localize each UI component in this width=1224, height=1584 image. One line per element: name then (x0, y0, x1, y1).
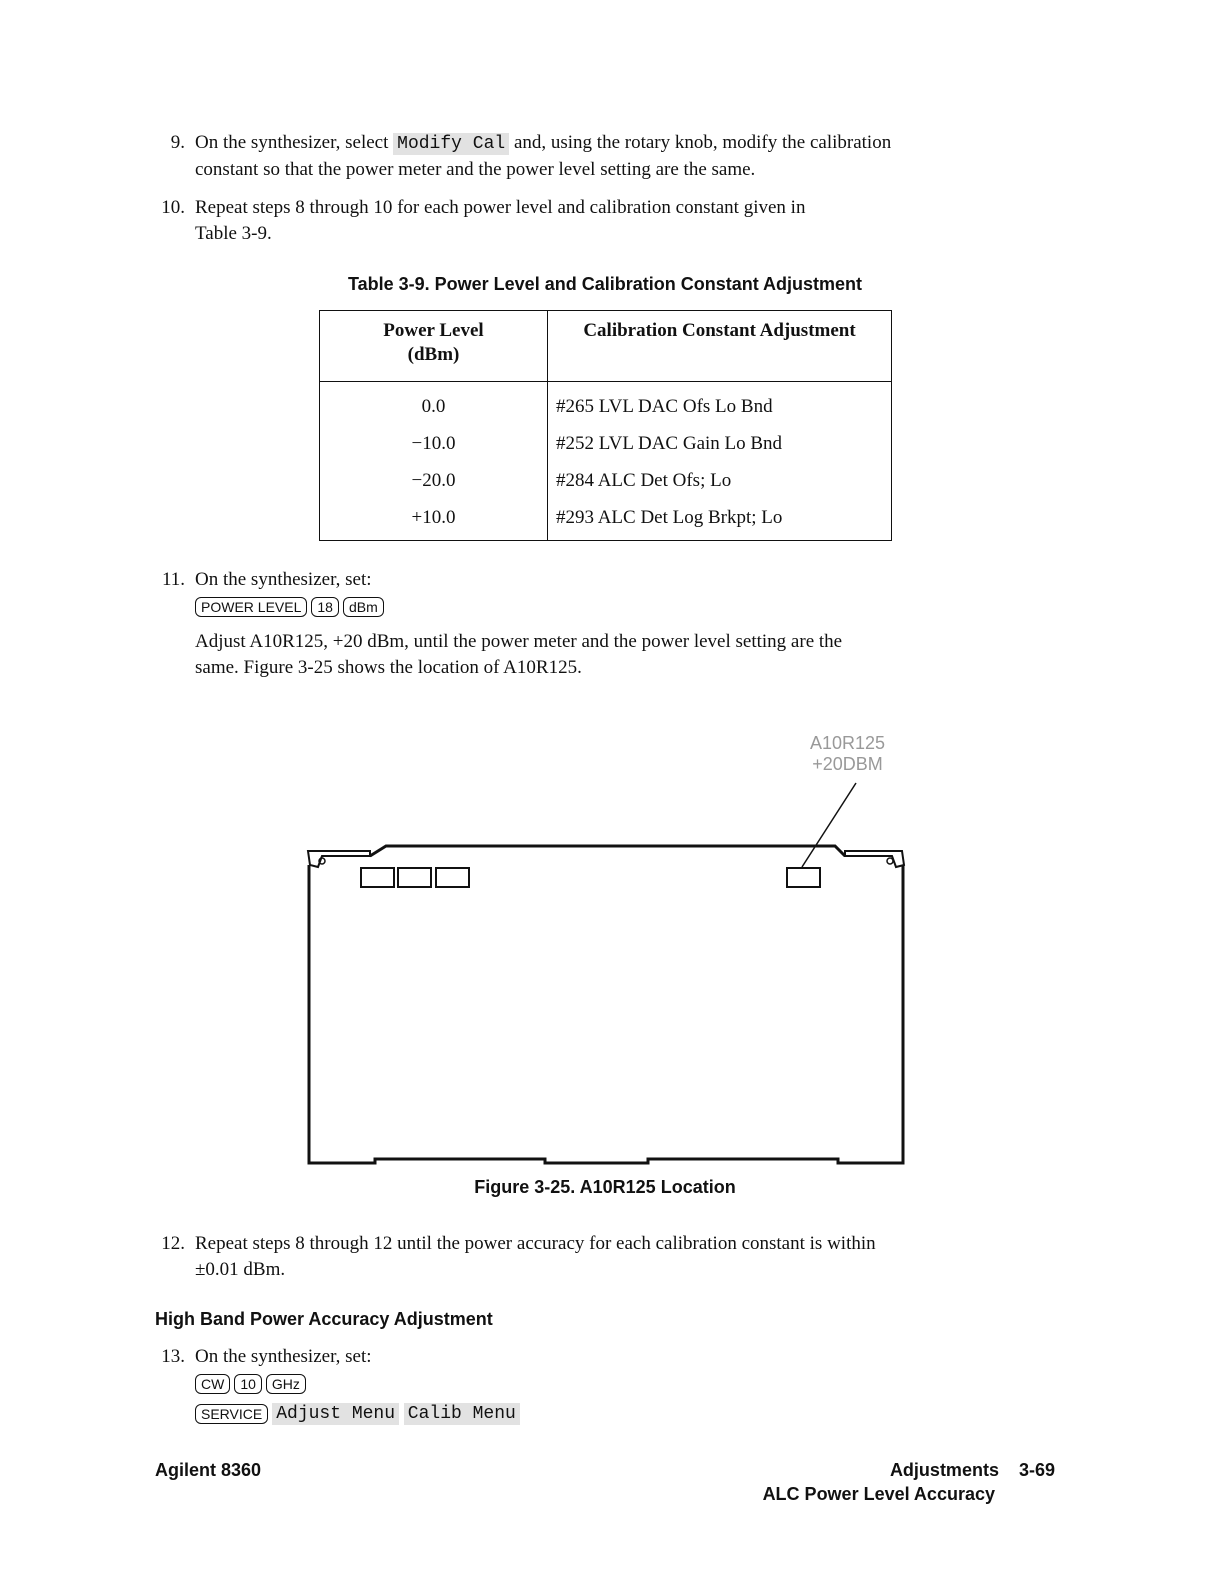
component-block (361, 868, 394, 887)
step-text: Adjust A10R125, +20 dBm, until the power meter and the power level setting are the (195, 631, 843, 652)
right-ejector (845, 851, 904, 867)
digit-18-key[interactable]: 18 (311, 597, 339, 617)
footer-product: Agilent 8360 (155, 1460, 262, 1480)
table-row (320, 382, 892, 426)
table-row (320, 425, 892, 462)
step-text: On the synthesizer, select (195, 132, 389, 153)
dbm-key[interactable]: dBm (343, 597, 384, 617)
step-10 (155, 195, 1055, 247)
step-number: 10. (161, 197, 185, 218)
component-label: A10R125 +20DBM (809, 733, 886, 774)
step-text: constant so that the power meter and the power level setting are the same. (195, 159, 756, 180)
column-header-power-level: Power Level (dBm) (320, 311, 548, 382)
constant-cell: #252 LVL DAC Gain Lo Bnd (556, 432, 783, 454)
power-level-key[interactable]: POWER LEVEL (195, 597, 307, 617)
table-row (320, 462, 892, 499)
step-text: same. Figure 3-25 shows the location of A10R125. (195, 657, 582, 678)
step-text: Table 3-9. (195, 223, 272, 244)
footer-chapter: Adjustments 3-69 (889, 1460, 1055, 1480)
page-number: 3-69 (1018, 1460, 1055, 1480)
component-block (398, 868, 431, 887)
footer-subtitle: ALC Power Level Accuracy (762, 1484, 995, 1504)
board-top-edge (370, 846, 845, 856)
board-outline (309, 865, 903, 1163)
step-text: On the synthesizer, set: (195, 569, 372, 590)
step-text: Repeat steps 8 through 12 until the power accuracy for each calibration constant is within (195, 1233, 876, 1254)
step-paragraph (195, 629, 1055, 681)
step-text: Repeat steps 8 through 10 for each power level and calibration constant given in (195, 197, 806, 218)
step-text: and, using the rotary knob, modify the calibration (513, 132, 892, 153)
power-level-cell: −10.0 (320, 425, 548, 462)
cw-key[interactable]: CW (195, 1374, 230, 1394)
service-key[interactable]: SERVICE (195, 1404, 268, 1424)
constant-cell: #293 ALC Det Log Brkpt; Lo (556, 506, 783, 528)
ghz-key[interactable]: GHz (266, 1374, 306, 1394)
step-number: 9. (170, 132, 185, 153)
step-number: 11. (161, 569, 185, 590)
step-text: On the synthesizer, set: (195, 1346, 372, 1367)
step-9 (155, 130, 1055, 183)
table-caption: Table 3-9. Power Level and Calibration Constant Adjustment (347, 274, 863, 294)
a10r125-adjustment (787, 868, 820, 887)
figure-caption: Figure 3-25. A10R125 Location (474, 1177, 736, 1197)
left-ejector (308, 851, 370, 867)
step-number: 12. (161, 1233, 185, 1254)
section-heading: High Band Power Accuracy Adjustment (155, 1309, 493, 1329)
board-figure (300, 725, 920, 1179)
calib-menu-softkey[interactable]: Calib Menu (404, 1403, 520, 1425)
constant-cell: #265 LVL DAC Ofs Lo Bnd (556, 395, 773, 417)
power-level-cell: 0.0 (320, 382, 548, 426)
modify-cal-softkey[interactable]: Modify Cal (393, 133, 509, 155)
table-header-row (320, 311, 892, 382)
step-text: ±0.01 dBm. (195, 1259, 286, 1280)
constant-cell: #284 ALC Det Ofs; Lo (556, 469, 732, 491)
step-number: 13. (161, 1346, 185, 1367)
right-ejector-hole (887, 858, 893, 864)
power-level-cell: +10.0 (320, 499, 548, 541)
key-sequence-row (195, 1400, 1055, 1427)
step-11 (155, 567, 1055, 681)
table-row (320, 499, 892, 541)
digit-10-key[interactable]: 10 (234, 1374, 262, 1394)
step-12 (155, 1231, 1055, 1283)
pc-board-drawing (300, 725, 920, 1175)
component-block (436, 868, 469, 887)
calibration-table (319, 310, 892, 541)
column-header-calibration-constant: Calibration Constant Adjustment (548, 311, 892, 382)
adjust-menu-softkey[interactable]: Adjust Menu (272, 1403, 399, 1425)
step-13 (155, 1344, 1055, 1427)
leader-line (802, 783, 856, 867)
power-level-cell: −20.0 (320, 462, 548, 499)
